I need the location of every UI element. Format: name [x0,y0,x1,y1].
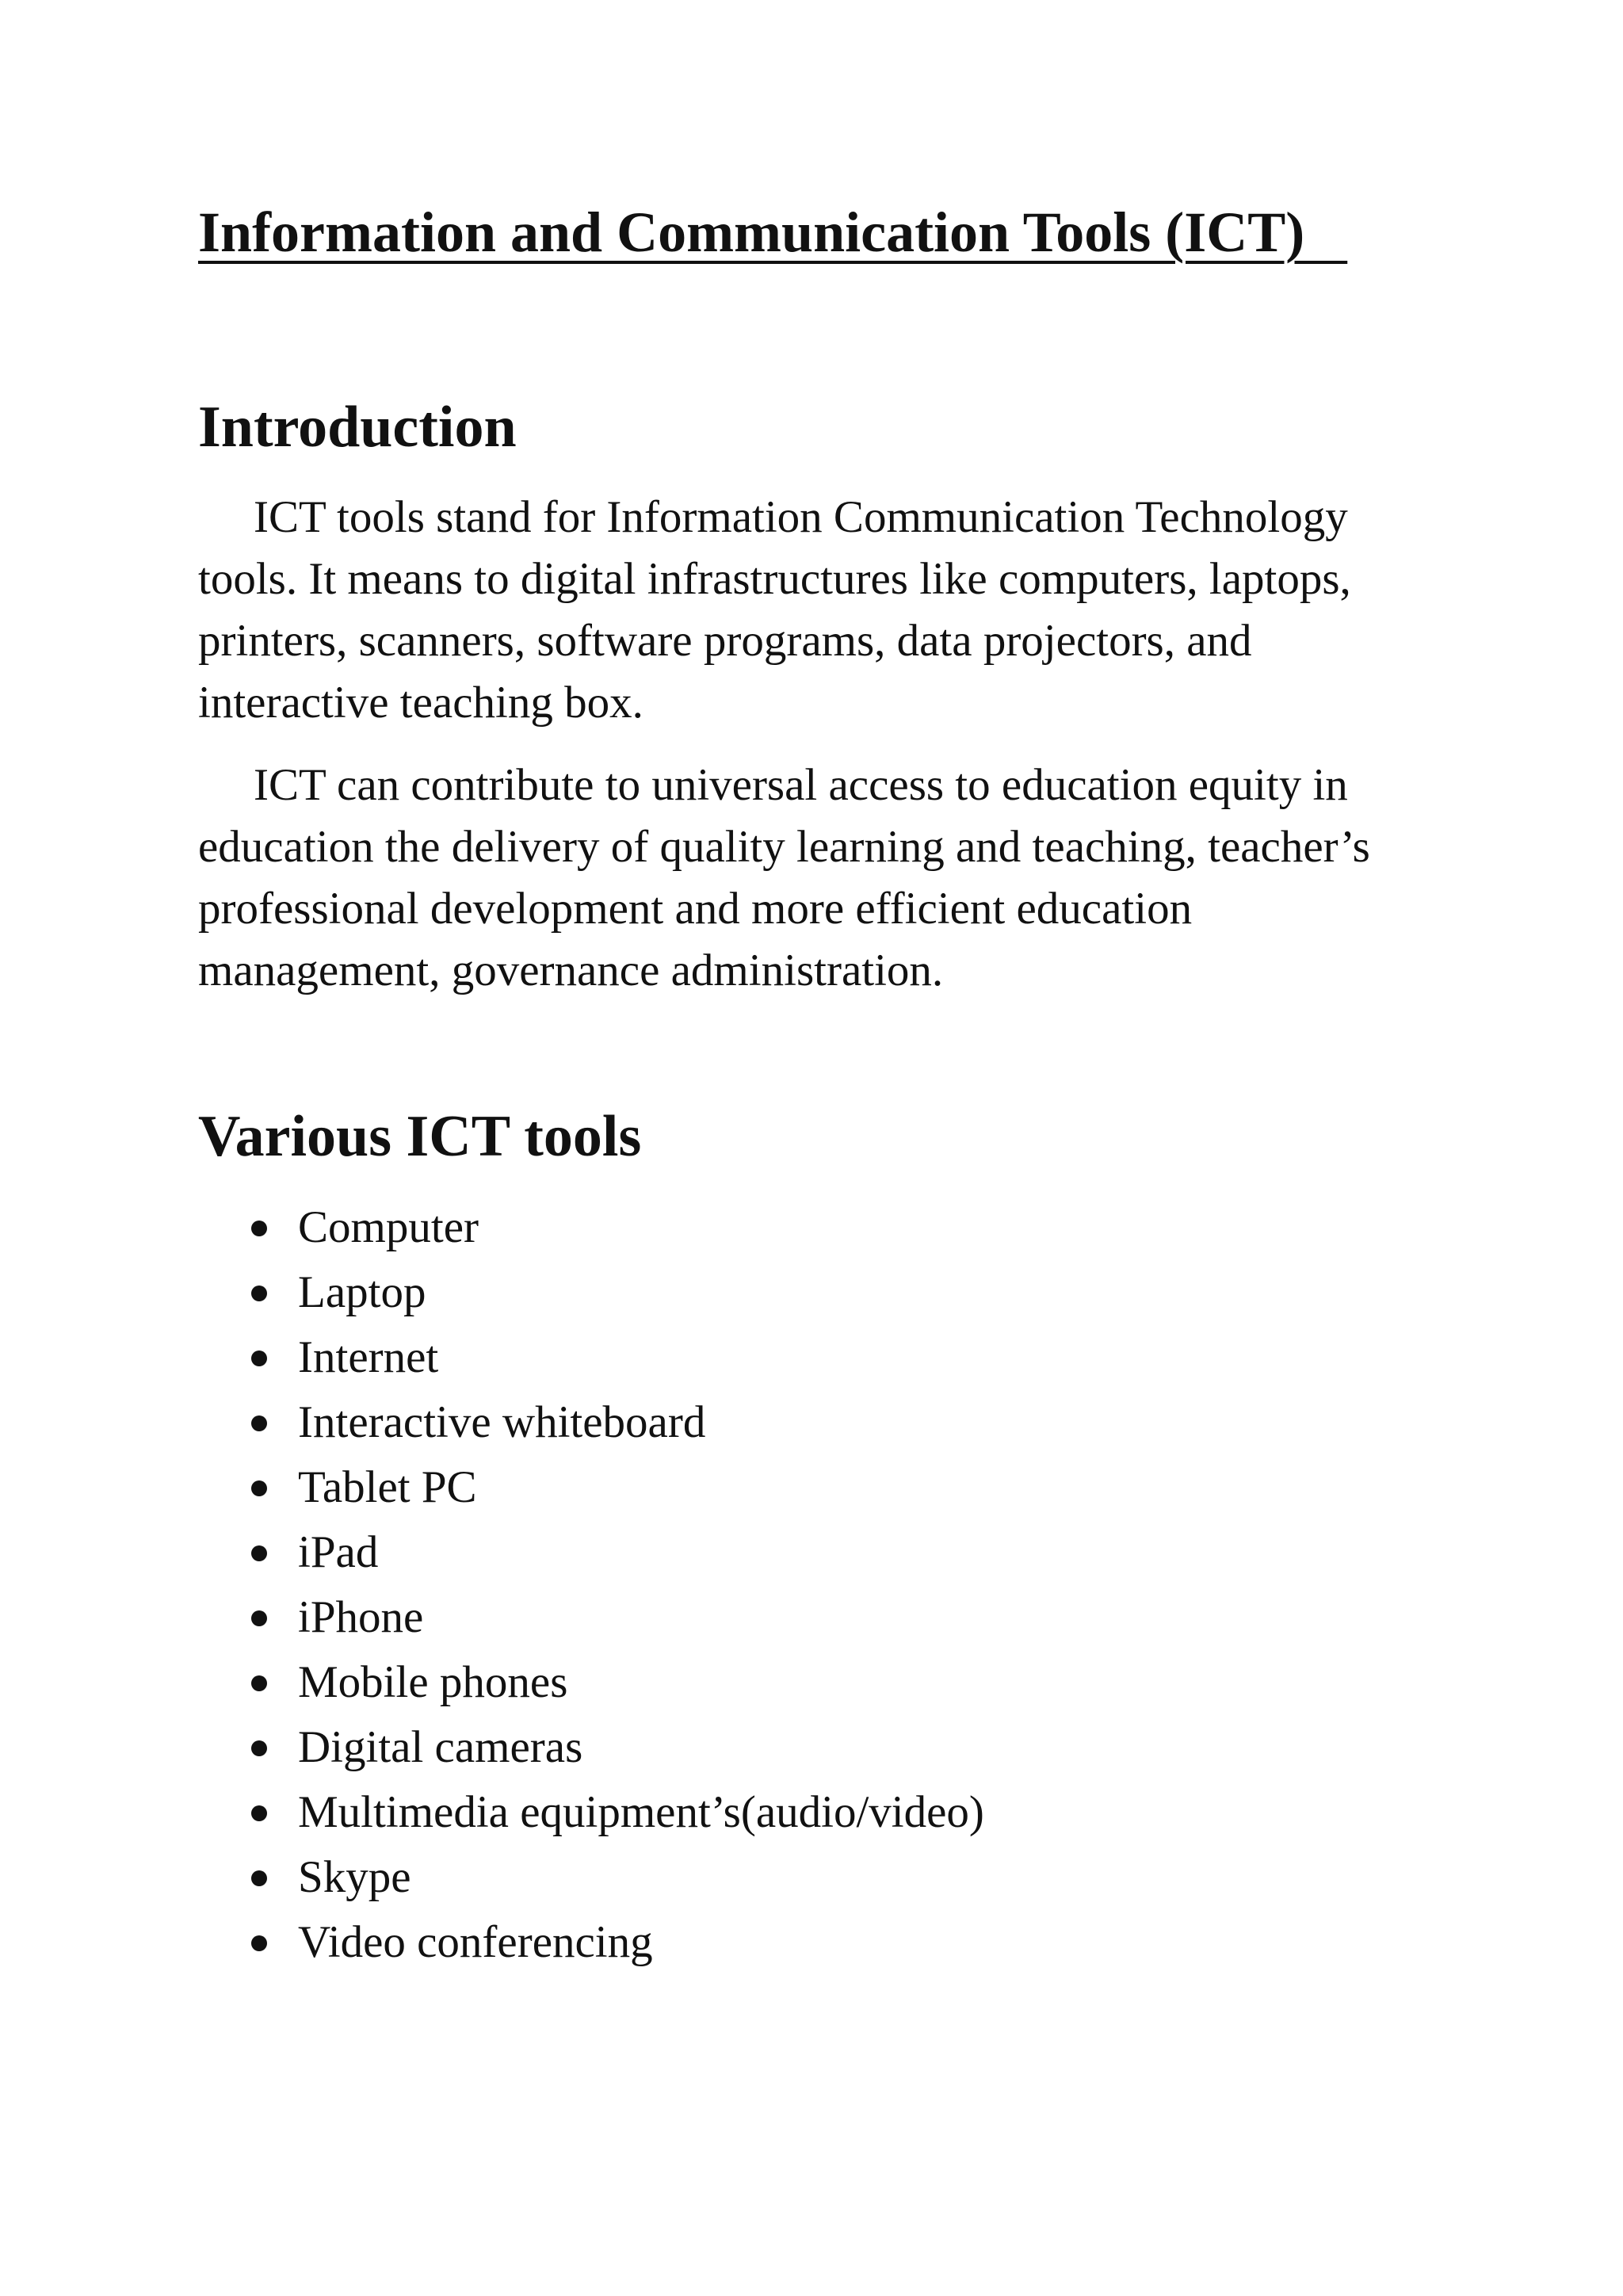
tool-label: Multimedia equipment’s(audio/video) [298,1787,984,1837]
tool-label: Mobile phones [298,1657,568,1707]
tool-label: Interactive whiteboard [298,1397,706,1447]
list-item [198,1195,984,1260]
list-item [198,1845,984,1910]
introduction-paragraph-1: ICT tools stand for Information Communication Technology tools. It means to digital infrastructures like computers, laptops, printers, scanners, software programs, data projectors, and interactive teaching box. [198,492,1351,728]
bullet-icon [251,1350,267,1366]
tool-label: Skype [298,1852,411,1902]
list-item [198,1585,984,1650]
tools-list [198,1195,984,1975]
tool-label: Digital cameras [298,1722,583,1772]
bullet-icon [251,1286,267,1301]
bullet-icon [251,1935,267,1951]
bullet-icon [251,1221,267,1236]
tool-label: iPad [298,1527,379,1577]
bullet-icon [251,1415,267,1431]
list-item [198,1325,984,1390]
list-item [198,1390,984,1455]
bullet-icon [251,1675,267,1691]
tool-label: Internet [298,1332,439,1382]
tool-label: Computer [298,1202,479,1252]
introduction-heading: Introduction [198,395,517,460]
tool-label: Tablet PC [298,1462,477,1512]
list-item [198,1520,984,1585]
list-item [198,1650,984,1715]
tools-heading: Various ICT tools [198,1104,642,1169]
document-title: Information and Communication Tools (ICT) [198,201,1348,264]
bullet-icon [251,1870,267,1886]
tool-label: iPhone [298,1592,424,1642]
list-item [198,1715,984,1780]
bullet-icon [251,1805,267,1821]
tool-label: Laptop [298,1267,426,1317]
list-item [198,1780,984,1845]
bullet-icon [251,1480,267,1496]
bullet-icon [251,1545,267,1561]
bullet-icon [251,1610,267,1626]
list-item [198,1455,984,1520]
bullet-icon [251,1740,267,1756]
list-item [198,1260,984,1325]
tool-label: Video conferencing [298,1917,653,1967]
list-item [198,1910,984,1975]
introduction-paragraph-2: ICT can contribute to universal access to education equity in education the delivery of quality learning and teaching, teacher’s professional development and more efficient education management, governance administration. [198,760,1370,995]
